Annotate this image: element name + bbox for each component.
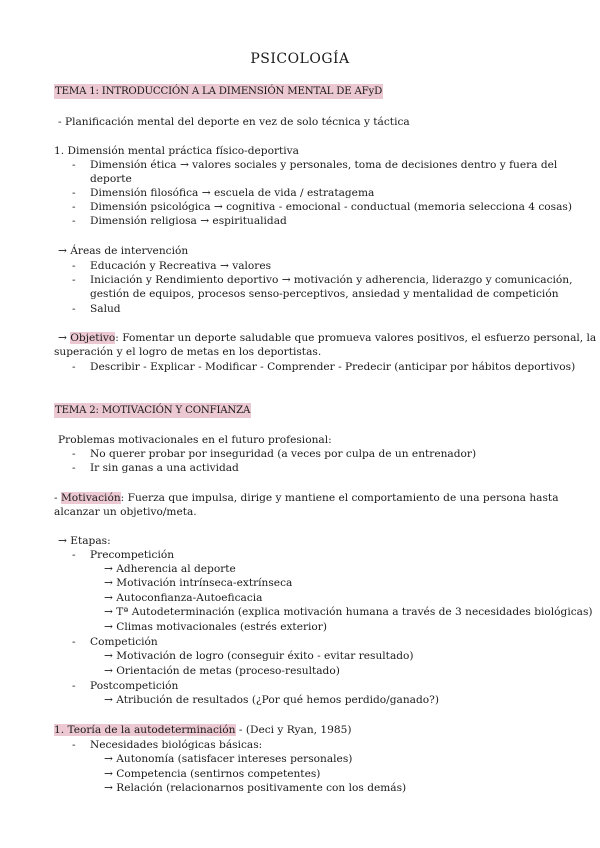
objetivo-text: : Fomentar un deporte saludable que promueva valores positivos, el esfuerzo personal, la: [115, 332, 597, 344]
bullet-dash: -: [72, 260, 76, 272]
bullet-dash: -: [72, 739, 76, 751]
bullet-dash: -: [72, 274, 76, 286]
list-item-cont: deporte: [90, 173, 132, 185]
bullet-dash: -: [72, 448, 76, 460]
teoria-label: 1. Teoría de la autodeterminación: [54, 724, 236, 736]
tema1-heading: TEMA 1: INTRODUCCIÓN A LA DIMENSIÓN MENTAL DE AFyD: [55, 86, 383, 97]
teoria-line: [54, 723, 352, 737]
list-item: Iniciación y Rendimiento deportivo → motivación y adherencia, liderazgo y comunicación,: [90, 274, 573, 286]
list-item: Salud: [90, 303, 121, 315]
list-item: Educación y Recreativa → valores: [90, 260, 272, 272]
list-item: Dimensión filosófica → escuela de vida / estratagema: [90, 187, 375, 199]
page-title: PSICOLOGÍA: [250, 51, 350, 67]
list-item: → Orientación de metas (proceso-resultado): [104, 665, 340, 677]
list-item-cont: gestión de equipos, procesos senso-perceptivos, ansiedad y mentalidad de competición: [90, 288, 559, 300]
bullet-dash: -: [72, 680, 76, 692]
dimension-title: 1. Dimensión mental práctica físico-deportiva: [54, 145, 299, 157]
bullet-dash: -: [72, 549, 76, 561]
necesidades-title: Necesidades biológicas básicas:: [90, 739, 263, 751]
objetivo-line: [58, 331, 596, 345]
motivacion-text: : Fuerza que impulsa, dirige y mantiene el comportamiento de una persona hasta: [120, 492, 559, 504]
list-item: → Tª Autodeterminación (explica motivación humana a través de 3 necesidades biológicas): [104, 606, 593, 618]
precompeticion-label: Precompetición: [90, 549, 175, 561]
bullet-dash: -: [72, 361, 76, 373]
etapas-title: → Etapas:: [58, 535, 111, 547]
list-item: → Adherencia al deporte: [104, 563, 236, 575]
list-item: → Autonomía (satisfacer intereses personales): [104, 753, 353, 765]
tema1-intro: - Planificación mental del deporte en vez de solo técnica y táctica: [58, 116, 410, 128]
motivacion-line-2: alcanzar un objetivo/meta.: [54, 506, 197, 518]
bullet-dash: -: [72, 462, 76, 474]
motivacion-line: [54, 491, 559, 505]
bullet-dash: -: [72, 215, 76, 227]
objetivo-label: Objetivo: [70, 332, 116, 344]
list-item: Ir sin ganas a una actividad: [90, 462, 239, 474]
list-item: → Competencia (sentirnos competentes): [104, 768, 321, 780]
bullet-dash: -: [72, 187, 76, 199]
list-item: → Motivación intrínseca-extrínseca: [104, 577, 293, 589]
list-item: → Autoconfianza-Autoeficacia: [104, 592, 263, 604]
tema2-heading: TEMA 2: MOTIVACIÓN Y CONFIANZA: [55, 405, 251, 416]
list-item: → Relación (relacionarnos positivamente con los demás): [104, 782, 407, 794]
bullet-dash: -: [72, 636, 76, 648]
postcompeticion-label: Postcompetición: [90, 680, 179, 692]
bullet-dash: -: [72, 201, 76, 213]
areas-title: → Áreas de intervención: [58, 245, 189, 257]
objetivo-arrow: →: [58, 332, 71, 344]
problemas-title: Problemas motivacionales en el futuro profesional:: [58, 434, 332, 446]
motivacion-prefix: -: [54, 492, 61, 504]
list-item: No querer probar por inseguridad (a veces por culpa de un entrenador): [90, 448, 477, 460]
bullet-dash: -: [72, 159, 76, 171]
list-item: Dimensión religiosa → espiritualidad: [90, 215, 287, 227]
objetivo-line-2: superación y el logro de metas en los deportistas.: [54, 346, 322, 358]
list-item: Describir - Explicar - Modificar - Comprender - Predecir (anticipar por hábitos deportivos): [90, 361, 576, 373]
bullet-dash: -: [72, 303, 76, 315]
competicion-label: Competición: [90, 636, 158, 648]
list-item: → Motivación de logro (conseguir éxito - evitar resultado): [104, 650, 414, 662]
list-item: Dimensión ética → valores sociales y personales, toma de decisiones dentro y fuera del: [90, 159, 558, 171]
teoria-text: - (Deci y Ryan, 1985): [235, 724, 352, 736]
list-item: → Climas motivacionales (estrés exterior): [104, 621, 327, 633]
list-item: → Atribución de resultados (¿Por qué hemos perdido/ganado?): [104, 694, 439, 706]
list-item: Dimensión psicológica → cognitiva - emocional - conductual (memoria selecciona 4 cosas): [90, 201, 572, 213]
motivacion-label: Motivación: [60, 492, 121, 504]
